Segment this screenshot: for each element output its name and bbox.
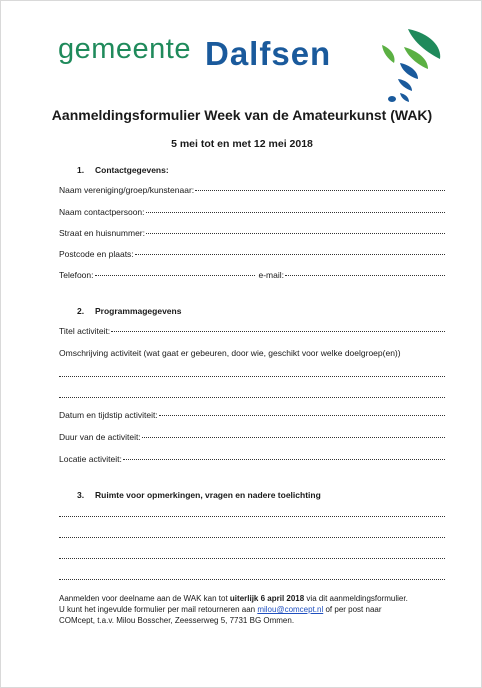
fill-line[interactable] [195,190,445,191]
field-contact-person[interactable] [59,207,445,217]
field-activity-title[interactable] [59,326,445,336]
return-line [59,604,469,615]
fill-line-email[interactable] [285,275,445,276]
field-label: Locatie activiteit: [59,454,122,464]
leaf-icon [378,25,448,107]
description-fill-line-2[interactable] [59,397,445,398]
field-label: Duur van de activiteit: [59,432,141,442]
field-organisation-name[interactable] [59,185,445,195]
section-number: 3. [77,490,85,500]
section-contact-heading [77,165,169,175]
remarks-fill-line-4[interactable] [59,579,445,580]
fill-line[interactable] [135,254,445,255]
section-number: 2. [77,306,85,316]
section-number: 1. [77,165,85,175]
postal-address: COMcept, t.a.v. Milou Bosscher, Zeesserweg 5, 7731 BG Ommen. [59,616,295,625]
return-text-post: of per post naar [323,605,382,614]
field-label: Naam vereniging/groep/kunstenaar: [59,185,195,195]
fill-line[interactable] [146,233,445,234]
section-title: Contactgegevens: [95,165,169,175]
section-programme-heading [77,306,181,316]
field-street-address[interactable] [59,228,445,238]
fill-line-phone[interactable] [95,275,255,276]
field-activity-description [59,348,445,358]
section-title: Ruimte voor opmerkingen, vragen en nadere toelichting [95,490,321,500]
fill-line[interactable] [123,459,445,460]
logo-word-dalfsen: Dalfsen [205,35,332,72]
field-label: Straat en huisnummer: [59,228,145,238]
field-label: Titel activiteit: [59,326,111,336]
deadline-text-pre: Aanmelden voor deelname aan de WAK kan tot [59,594,230,603]
fill-line[interactable] [159,415,445,416]
section-title: Programmagegevens [95,306,182,316]
submission-instructions [59,593,469,626]
return-text-pre: U kunt het ingevulde formulier per mail retourneren aan [59,605,258,614]
field-label: Omschrijving activiteit (wat gaat er gebeuren, door wie, geschikt voor welke doelgroep(en)) [59,348,401,358]
deadline-date: uiterlijk 6 april 2018 [229,594,305,603]
deadline-line [59,593,469,604]
field-duration[interactable] [59,432,445,442]
field-label: Datum en tijdstip activiteit: [59,410,158,420]
field-label-phone: Telefoon: [59,270,94,280]
email-link[interactable]: milou@comcept.nl [257,605,324,614]
fill-line[interactable] [146,212,445,213]
field-postcode-city[interactable] [59,249,445,259]
logo-word-gemeente: gemeente [58,33,191,65]
field-label-email: e-mail: [258,270,285,280]
remarks-fill-line-2[interactable] [59,537,445,538]
fill-line[interactable] [142,437,445,438]
field-label: Naam contactpersoon: [59,207,145,217]
fill-line[interactable] [111,331,445,332]
field-location[interactable] [59,454,445,464]
field-label: Postcode en plaats: [59,249,134,259]
description-fill-line-1[interactable] [59,376,445,377]
deadline-text-post: via dit aanmeldingsformulier. [304,594,408,603]
section-remarks-heading [77,490,321,500]
form-title: Aanmeldingsformulier Week van de Amateurkunst (WAK) [51,107,433,123]
remarks-fill-line-3[interactable] [59,558,445,559]
field-date-time[interactable] [59,410,445,420]
gemeente-dalfsen-logo [58,31,448,103]
field-phone-email[interactable] [59,270,445,280]
remarks-fill-line-1[interactable] [59,516,445,517]
event-date-range: 5 mei tot en met 12 mei 2018 [171,138,313,150]
